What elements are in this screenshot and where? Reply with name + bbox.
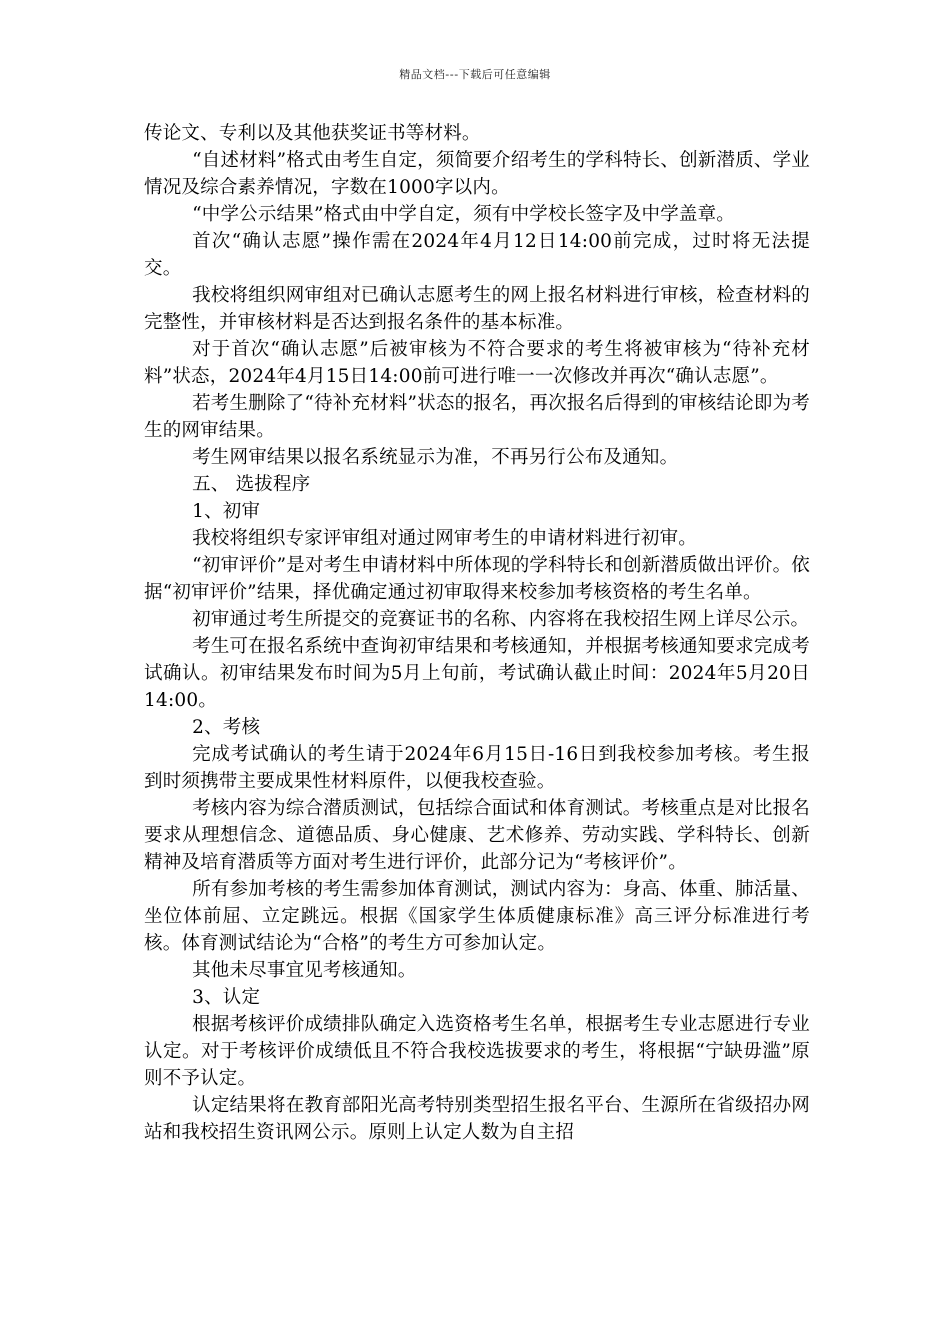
paragraph: 完成考试确认的考生请于2024年6月15日-16日到我校参加考核。考生报到时须携带主要成果性材料原件，以便我校查验。: [144, 744, 810, 792]
paragraph: 传论文、专利以及其他获奖证书等材料。: [144, 123, 481, 144]
paragraph: 我校将组织专家评审组对通过网审考生的申请材料进行初审。: [192, 528, 697, 549]
paragraph: 对于首次“确认志愿”后被审核为不符合要求的考生将被审核为“待补充材料”状态，2024年4月15日14:00前可进行唯一一次修改并再次“确认志愿”。: [144, 339, 810, 387]
page-header-note: 精品文档---下载后可任意编辑: [399, 68, 551, 81]
document-body: [144, 120, 810, 1146]
subsection-heading: 1、初审: [192, 501, 261, 522]
paragraph: 首次“确认志愿”操作需在2024年4月12日14:00前完成，过时将无法提交。: [144, 231, 810, 279]
paragraph: 根据考核评价成绩排队确定入选资格考生名单，根据考生专业志愿进行专业认定。对于考核评价成绩低且不符合我校选拔要求的考生，将根据“宁缺毋滥”原则不予认定。: [144, 1014, 810, 1089]
paragraph: “中学公示结果”格式由中学自定，须有中学校长签字及中学盖章。: [192, 204, 736, 225]
paragraph: 认定结果将在教育部阳光高考特别类型招生报名平台、生源所在省级招办网站和我校招生资讯网公示。原则上认定人数为自主招: [144, 1095, 810, 1143]
paragraph: 我校将组织网审组对已确认志愿考生的网上报名材料进行审核，检查材料的完整性，并审核材料是否达到报名条件的基本标准。: [144, 285, 810, 333]
paragraph: “初审评价”是对考生申请材料中所体现的学科特长和创新潜质做出评价。依据“初审评价”结果，择优确定通过初审取得来校参加考核资格的考生名单。: [144, 555, 810, 603]
subsection-heading: 2、考核: [192, 717, 261, 738]
paragraph: 考核内容为综合潜质测试，包括综合面试和体育测试。考核重点是对比报名要求从理想信念、道德品质、身心健康、艺术修养、劳动实践、学科特长、创新精神及培育潜质等方面对考生进行评价，此部分记为“考核评价”。: [144, 798, 810, 873]
paragraph: 考生网审结果以报名系统显示为准，不再另行公布及通知。: [192, 447, 679, 468]
paragraph: “自述材料”格式由考生自定，须简要介绍考生的学科特长、创新潜质、学业情况及综合素养情况，字数在1000字以内。: [144, 150, 810, 198]
subsection-heading: 3、认定: [192, 987, 261, 1008]
section-heading: 五、 选拔程序: [192, 474, 311, 495]
paragraph: 其他未尽事宜见考核通知。: [192, 960, 417, 981]
paragraph: 若考生删除了“待补充材料”状态的报名，再次报名后得到的审核结论即为考生的网审结果。: [144, 393, 810, 441]
paragraph: 初审通过考生所提交的竞赛证书的名称、内容将在我校招生网上详尽公示。: [192, 609, 810, 630]
paragraph: 所有参加考核的考生需参加体育测试，测试内容为：身高、体重、肺活量、坐位体前屈、立定跳远。根据《国家学生体质健康标准》高三评分标准进行考核。体育测试结论为“合格”的考生方可参加认定。: [144, 879, 810, 954]
paragraph: 考生可在报名系统中查询初审结果和考核通知，并根据考核通知要求完成考试确认。初审结果发布时间为5月上旬前，考试确认截止时间：2024年5月20日14:00。: [144, 636, 810, 711]
